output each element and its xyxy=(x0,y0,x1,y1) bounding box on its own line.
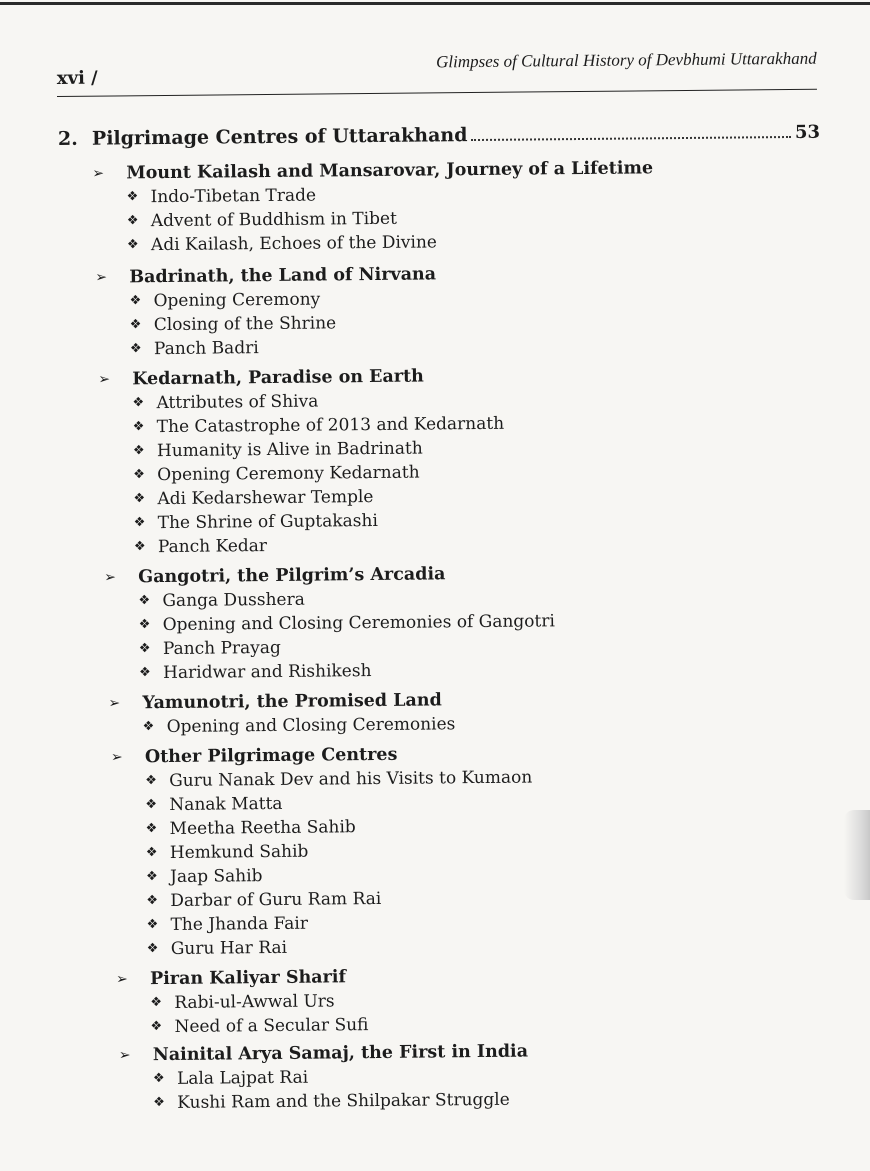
diamond-bullet-icon: ❖ xyxy=(138,593,151,609)
section xyxy=(104,561,555,685)
diamond-bullet-icon: ❖ xyxy=(152,1071,165,1087)
list-item[interactable] xyxy=(113,933,534,961)
leader-dots xyxy=(471,124,791,141)
diamond-bullet-icon: ❖ xyxy=(126,237,139,253)
page-number: xvi / xyxy=(56,67,98,90)
diamond-bullet-icon: ❖ xyxy=(132,395,145,411)
section xyxy=(92,156,654,257)
item-label: Adi Kailash, Echoes of the Divine xyxy=(150,232,438,256)
diamond-bullet-icon: ❖ xyxy=(145,821,158,837)
section-title: Piran Kaliyar Sharif xyxy=(149,967,347,990)
list-item[interactable] xyxy=(109,712,456,739)
section-title: Yamunotri, the Promised Land xyxy=(142,690,442,714)
list-item[interactable] xyxy=(111,765,532,793)
list-item[interactable] xyxy=(99,412,505,440)
item-label: The Shrine of Guptakashi xyxy=(157,510,378,534)
diamond-bullet-icon: ❖ xyxy=(129,317,142,333)
item-label: Hemkund Sahib xyxy=(169,841,309,863)
diamond-bullet-icon: ❖ xyxy=(133,491,146,507)
diamond-bullet-icon: ❖ xyxy=(150,1019,163,1035)
section-heading[interactable] xyxy=(95,262,436,289)
diamond-bullet-icon: ❖ xyxy=(146,941,159,957)
diamond-bullet-icon: ❖ xyxy=(145,845,158,861)
diamond-bullet-icon: ❖ xyxy=(153,1095,165,1111)
item-label: Jaap Sahib xyxy=(169,866,263,887)
item-label: Opening and Closing Ceremonies of Gangotri xyxy=(162,611,555,636)
section xyxy=(95,262,437,361)
list-item[interactable] xyxy=(105,609,555,637)
diamond-bullet-icon: ❖ xyxy=(150,995,163,1011)
list-item[interactable] xyxy=(96,334,437,361)
chapter-title: Pilgrimage Centres of Uttarakhand xyxy=(91,124,468,150)
chapter-number: 2. xyxy=(57,127,78,151)
item-label: Opening and Closing Ceremonies xyxy=(166,714,456,738)
diamond-bullet-icon: ❖ xyxy=(126,189,139,205)
item-label: Need of a Secular Sufi xyxy=(174,1015,369,1037)
section xyxy=(98,364,505,560)
diamond-bullet-icon: ❖ xyxy=(146,869,158,885)
arrow-bullet-icon: ➢ xyxy=(110,749,123,766)
item-label: Closing of the Shrine xyxy=(153,313,337,336)
chapter-page: 53 xyxy=(794,121,821,143)
section-title: Mount Kailash and Mansarovar, Journey of a Lifetime xyxy=(126,158,654,184)
section-heading[interactable] xyxy=(108,688,455,715)
section-heading[interactable] xyxy=(119,1040,528,1068)
item-label: Adi Kedarshewar Temple xyxy=(157,487,374,510)
item-label: Humanity is Alive in Badrinath xyxy=(156,438,423,462)
item-label: Haridwar and Rishikesh xyxy=(163,661,372,684)
diamond-bullet-icon: ❖ xyxy=(133,467,145,483)
item-label: Darbar of Guru Ram Rai xyxy=(170,888,382,911)
item-label: The Catastrophe of 2013 and Kedarnath xyxy=(156,413,505,438)
item-label: Opening Ceremony xyxy=(153,289,321,312)
item-label: Meetha Reetha Sahib xyxy=(169,817,356,839)
item-label: Advent of Buddhism in Tibet xyxy=(150,208,397,232)
list-item[interactable] xyxy=(105,657,555,685)
section xyxy=(116,965,369,1039)
section-title: Gangotri, the Pilgrim’s Arcadia xyxy=(138,564,446,588)
diamond-bullet-icon: ❖ xyxy=(142,719,155,735)
section-title: Kedarnath, Paradise on Earth xyxy=(132,366,424,390)
diamond-bullet-icon: ❖ xyxy=(146,893,159,909)
diamond-bullet-icon: ❖ xyxy=(132,419,145,435)
section-title: Other Pilgrimage Centres xyxy=(144,744,398,768)
item-label: Kushi Ram and the Shilpakar Struggle xyxy=(177,1089,510,1113)
arrow-bullet-icon: ➢ xyxy=(118,1047,131,1064)
chapter-entry[interactable] xyxy=(58,121,820,150)
diamond-bullet-icon: ❖ xyxy=(126,213,139,229)
diamond-bullet-icon: ❖ xyxy=(129,293,142,309)
diamond-bullet-icon: ❖ xyxy=(133,539,146,555)
diamond-bullet-icon: ❖ xyxy=(132,443,145,459)
diamond-bullet-icon: ❖ xyxy=(145,773,157,789)
item-label: Panch Badri xyxy=(153,338,259,360)
section-heading[interactable] xyxy=(116,965,368,991)
section-title: Nainital Arya Samaj, the First in India xyxy=(152,1041,529,1066)
diamond-bullet-icon: ❖ xyxy=(129,341,142,357)
diamond-bullet-icon: ❖ xyxy=(133,515,146,531)
section-title: Badrinath, the Land of Nirvana xyxy=(129,264,437,288)
item-label: Nanak Matta xyxy=(169,793,283,815)
item-label: Guru Nanak Dev and his Visits to Kumaon xyxy=(169,767,533,791)
list-item[interactable] xyxy=(116,989,368,1015)
list-item[interactable] xyxy=(95,286,436,313)
item-label: Attributes of Shiva xyxy=(156,391,319,414)
diamond-bullet-icon: ❖ xyxy=(145,797,158,813)
section xyxy=(108,688,455,739)
arrow-bullet-icon: ➢ xyxy=(115,971,128,988)
arrow-bullet-icon: ➢ xyxy=(98,371,111,388)
page-edge-shadow xyxy=(844,810,870,900)
arrow-bullet-icon: ➢ xyxy=(104,569,117,586)
item-label: Panch Kedar xyxy=(157,536,268,558)
list-item[interactable] xyxy=(119,1088,528,1116)
item-label: Indo-Tibetan Trade xyxy=(150,185,317,208)
item-label: Lala Lajpat Rai xyxy=(176,1067,309,1089)
book-title: Glimpses of Cultural History of Devbhumi Uttarakhand xyxy=(435,48,817,72)
diamond-bullet-icon: ❖ xyxy=(146,917,159,933)
arrow-bullet-icon: ➢ xyxy=(95,269,108,286)
item-label: Rabi-ul-Awwal Urs xyxy=(174,991,335,1013)
arrow-bullet-icon: ➢ xyxy=(108,695,121,712)
section xyxy=(111,741,534,961)
item-label: The Jhanda Fair xyxy=(170,913,309,935)
item-label: Ganga Dusshera xyxy=(162,589,305,612)
diamond-bullet-icon: ❖ xyxy=(139,665,151,681)
arrow-bullet-icon: ➢ xyxy=(92,165,105,182)
item-label: Guru Har Rai xyxy=(170,937,288,959)
diamond-bullet-icon: ❖ xyxy=(138,617,151,633)
list-item[interactable] xyxy=(93,228,654,257)
item-label: Opening Ceremony Kedarnath xyxy=(157,462,420,486)
list-item[interactable] xyxy=(116,1013,368,1039)
diamond-bullet-icon: ❖ xyxy=(138,641,151,657)
section xyxy=(119,1040,529,1116)
list-item[interactable] xyxy=(100,532,506,560)
item-label: Panch Prayag xyxy=(162,637,281,660)
list-item[interactable] xyxy=(96,310,437,337)
